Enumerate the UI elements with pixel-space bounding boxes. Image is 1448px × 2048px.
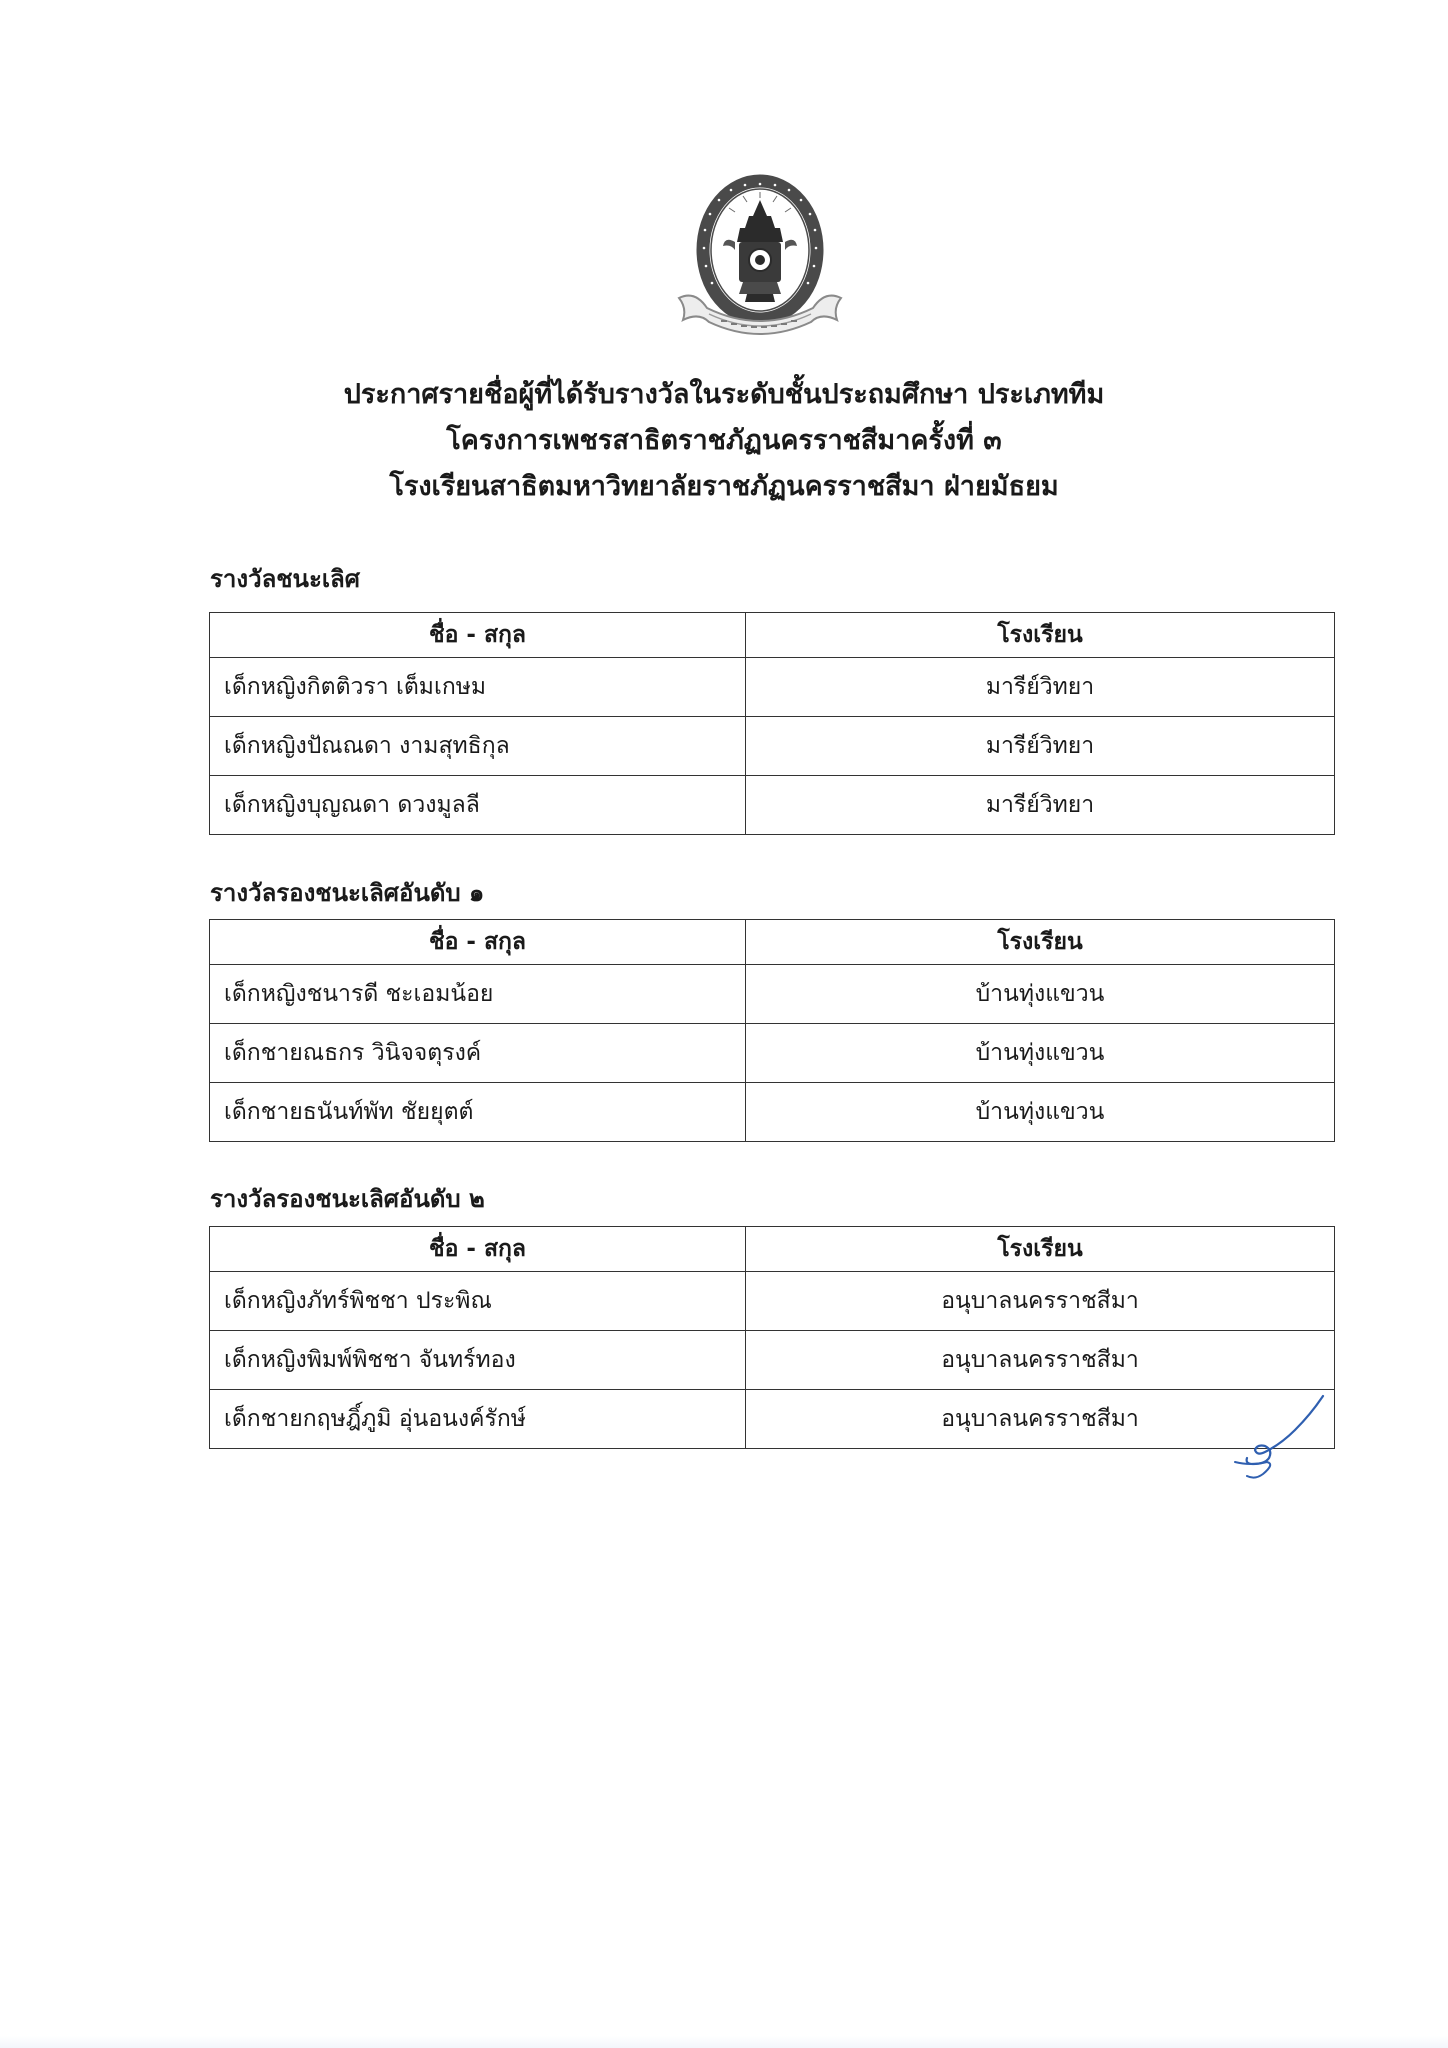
- column-header-name: ชื่อ - สกุล: [210, 920, 746, 965]
- student-name: เด็กชายณธกร วินิจจตุรงค์: [210, 1024, 746, 1083]
- announcement-title: [0, 372, 1448, 510]
- table-row: [210, 965, 1335, 1024]
- title-line-2: โครงการเพชรสาธิตราชภัฏนครราชสีมาครั้งที่ ๓: [446, 425, 1002, 456]
- award-table-winner: [209, 612, 1335, 835]
- table-row: [210, 1390, 1335, 1449]
- handwritten-signature: [1215, 1392, 1335, 1492]
- column-header-school: โรงเรียน: [746, 920, 1335, 965]
- section-heading-runner-up-2: รางวัลรองชนะเลิศอันดับ ๒: [210, 1185, 485, 1213]
- column-header-school: โรงเรียน: [746, 1227, 1335, 1272]
- school-name: มารีย์วิทยา: [746, 717, 1335, 776]
- table-row: [210, 658, 1335, 717]
- school-name: มารีย์วิทยา: [746, 658, 1335, 717]
- column-header-name: ชื่อ - สกุล: [210, 1227, 746, 1272]
- table-row: [210, 1331, 1335, 1390]
- university-seal-logo: [665, 172, 855, 352]
- school-name: มารีย์วิทยา: [746, 776, 1335, 835]
- student-name: เด็กหญิงปัณณดา งามสุทธิกุล: [210, 717, 746, 776]
- award-table-runner-up-2: [209, 1226, 1335, 1449]
- school-name: บ้านทุ่งแขวน: [746, 1024, 1335, 1083]
- student-name: เด็กหญิงภัทร์พิชชา ประพิณ: [210, 1272, 746, 1331]
- student-name: เด็กหญิงพิมพ์พิชชา จันทร์ทอง: [210, 1331, 746, 1390]
- school-name: บ้านทุ่งแขวน: [746, 1083, 1335, 1142]
- table-row: [210, 1083, 1335, 1142]
- table-header-row: [210, 613, 1335, 658]
- student-name: เด็กหญิงบุญณดา ดวงมูลลี: [210, 776, 746, 835]
- school-name: อนุบาลนครราชสีมา: [746, 1331, 1335, 1390]
- table-row: [210, 1272, 1335, 1331]
- title-line-3: โรงเรียนสาธิตมหาวิทยาลัยราชภัฏนครราชสีมา ฝ่ายมัธยม: [389, 471, 1059, 502]
- school-name: อนุบาลนครราชสีมา: [746, 1390, 1335, 1449]
- section-heading-winner: รางวัลชนะเลิศ: [210, 565, 360, 593]
- section-heading-runner-up-1: รางวัลรองชนะเลิศอันดับ ๑: [210, 879, 485, 907]
- student-name: เด็กหญิงชนารดี ชะเอมน้อย: [210, 965, 746, 1024]
- table-row: [210, 717, 1335, 776]
- title-line-1: ประกาศรายชื่อผู้ที่ได้รับรางวัลในระดับชั้นประถมศึกษา ประเภททีม: [343, 379, 1105, 410]
- table-header-row: [210, 920, 1335, 965]
- student-name: เด็กชายธนันท์พัท ชัยยุตต์: [210, 1083, 746, 1142]
- student-name: เด็กชายกฤษฎิ์ภูมิ อุ่นอนงค์รักษ์: [210, 1390, 746, 1449]
- school-name: อนุบาลนครราชสีมา: [746, 1272, 1335, 1331]
- school-name: บ้านทุ่งแขวน: [746, 965, 1335, 1024]
- award-table-runner-up-1: [209, 919, 1335, 1142]
- table-row: [210, 1024, 1335, 1083]
- student-name: เด็กหญิงกิตติวรา เต็มเกษม: [210, 658, 746, 717]
- table-header-row: [210, 1227, 1335, 1272]
- scan-edge-artifact: [0, 2036, 1448, 2048]
- column-header-school: โรงเรียน: [746, 613, 1335, 658]
- table-row: [210, 776, 1335, 835]
- column-header-name: ชื่อ - สกุล: [210, 613, 746, 658]
